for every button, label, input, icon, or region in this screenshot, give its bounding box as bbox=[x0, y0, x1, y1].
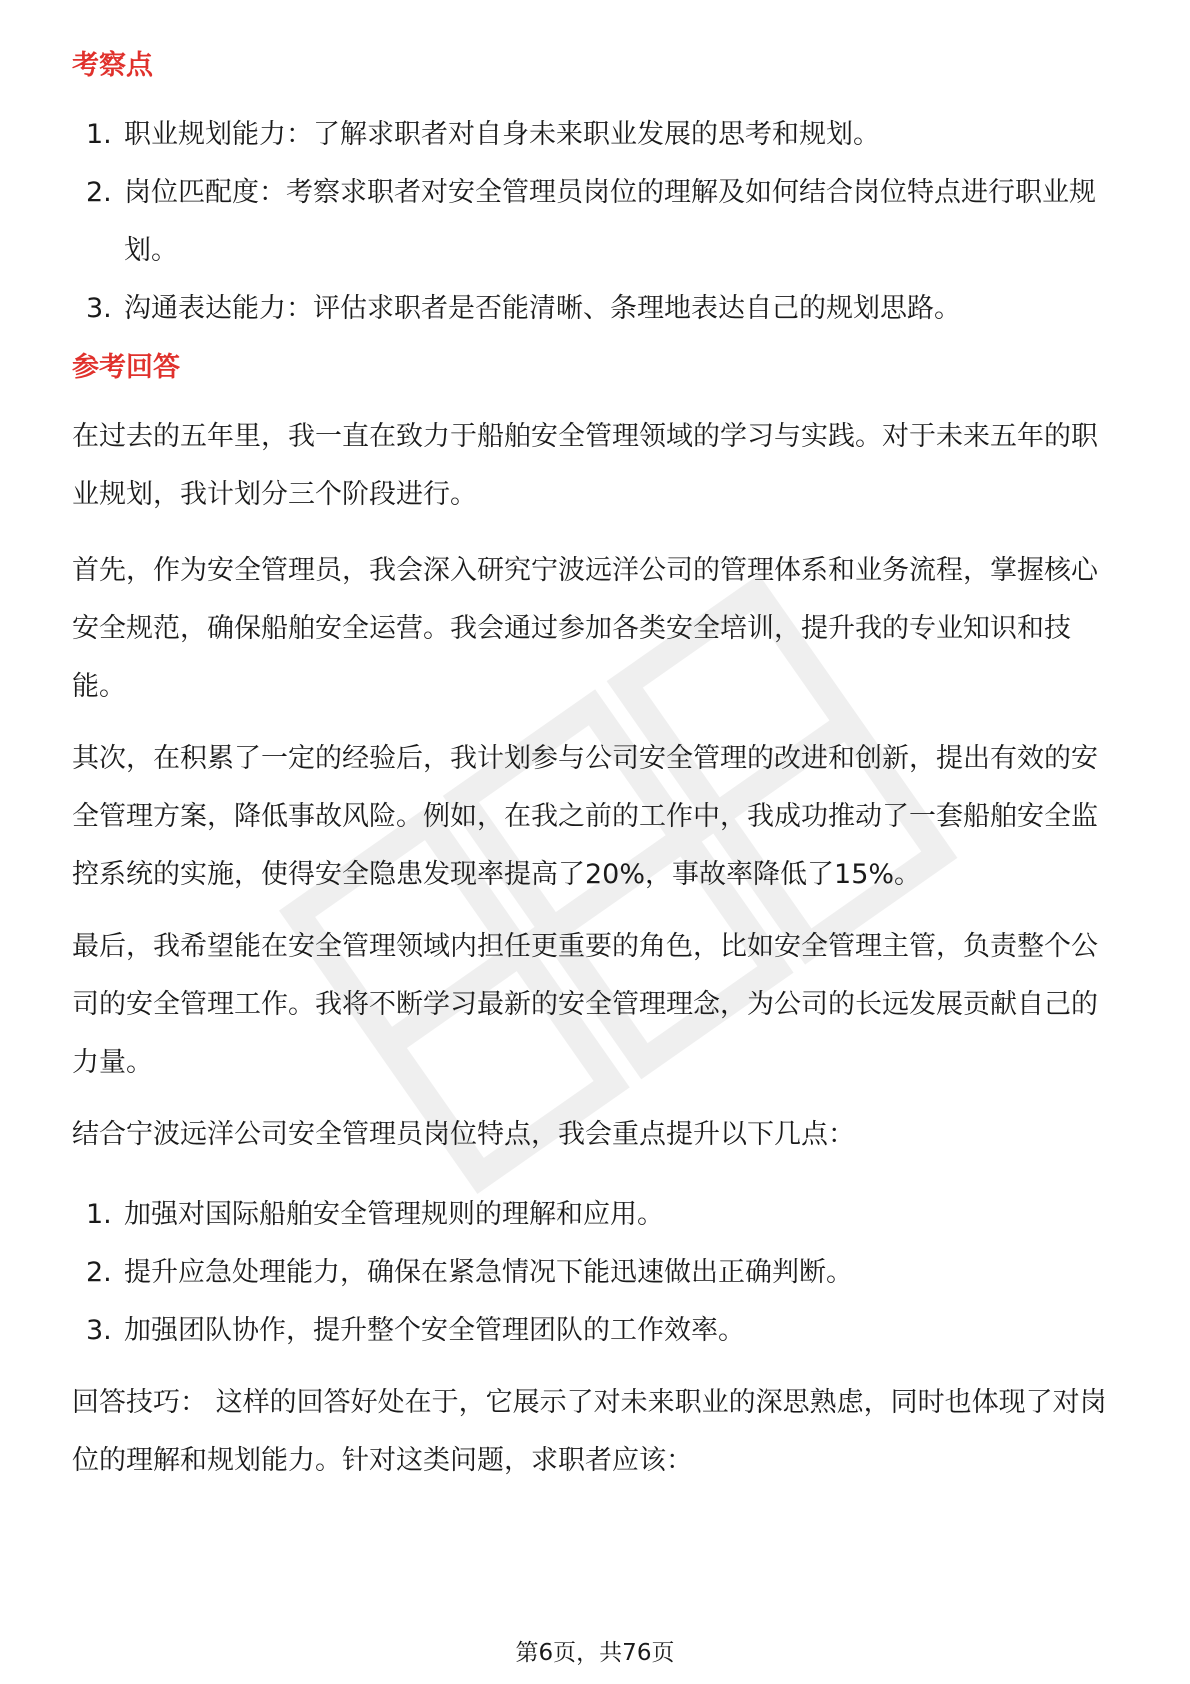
list-number: 2. bbox=[86, 177, 112, 208]
paragraph: 在过去的五年里，我一直在致力于船舶安全管理领域的学习与实践。对于未来五年的职业规划，我计划分三个阶段进行。 bbox=[72, 421, 1098, 510]
list-number: 1. bbox=[86, 119, 112, 150]
paragraph: 最后，我希望能在安全管理领域内担任更重要的角色，比如安全管理主管，负责整个公司的安全管理工作。我将不断学习最新的安全管理理念，为公司的长远发展贡献自己的力量。 bbox=[72, 931, 1098, 1078]
page-number-footer: 第6页，共76页 bbox=[515, 1640, 675, 1666]
list-item-text: 沟通表达能力：评估求职者是否能清晰、条理地表达自己的规划思路。 bbox=[124, 293, 961, 324]
paragraph: 其次，在积累了一定的经验后，我计划参与公司安全管理的改进和创新，提出有效的安全管理方案，降低事故风险。例如，在我之前的工作中，我成功推动了一套船舶安全监控系统的实施，使得安全隐患发现率提高了20%，事故率降低了15%。 bbox=[72, 743, 1098, 890]
list-item bbox=[72, 1244, 1122, 1302]
list-number: 3. bbox=[86, 1315, 112, 1346]
paragraph: 首先，作为安全管理员，我会深入研究宁波远洋公司的管理体系和业务流程，掌握核心安全规范，确保船舶安全运营。我会通过参加各类安全培训，提升我的专业知识和技能。 bbox=[72, 555, 1098, 702]
list-item bbox=[72, 280, 1122, 338]
assessment-points-list bbox=[72, 106, 1122, 338]
list-item-text: 加强团队协作，提升整个安全管理团队的工作效率。 bbox=[124, 1315, 745, 1346]
improvement-points-list bbox=[72, 1186, 1122, 1360]
list-item bbox=[72, 164, 1122, 280]
list-item-text: 岗位匹配度：考察求职者对安全管理员岗位的理解及如何结合岗位特点进行职业规划。 bbox=[124, 177, 1096, 266]
answer-tip-paragraph: 回答技巧： 这样的回答好处在于，它展示了对未来职业的深思熟虑，同时也体现了对岗位的理解和规划能力。针对这类问题，求职者应该： bbox=[72, 1387, 1107, 1476]
list-item bbox=[72, 106, 1122, 164]
list-item-text: 职业规划能力：了解求职者对自身未来职业发展的思考和规划。 bbox=[124, 119, 880, 150]
section-title-kaochadian: 考察点 bbox=[72, 50, 153, 81]
list-number: 1. bbox=[86, 1199, 112, 1230]
list-number: 2. bbox=[86, 1257, 112, 1288]
section-title-reference-answer: 参考回答 bbox=[72, 352, 180, 383]
list-number: 3. bbox=[86, 293, 112, 324]
list-item bbox=[72, 1186, 1122, 1244]
list-item bbox=[72, 1302, 1122, 1360]
list-item-text: 加强对国际船舶安全管理规则的理解和应用。 bbox=[124, 1199, 664, 1230]
paragraph: 结合宁波远洋公司安全管理员岗位特点，我会重点提升以下几点： bbox=[72, 1119, 855, 1150]
list-item-text: 提升应急处理能力，确保在紧急情况下能迅速做出正确判断。 bbox=[124, 1257, 853, 1288]
